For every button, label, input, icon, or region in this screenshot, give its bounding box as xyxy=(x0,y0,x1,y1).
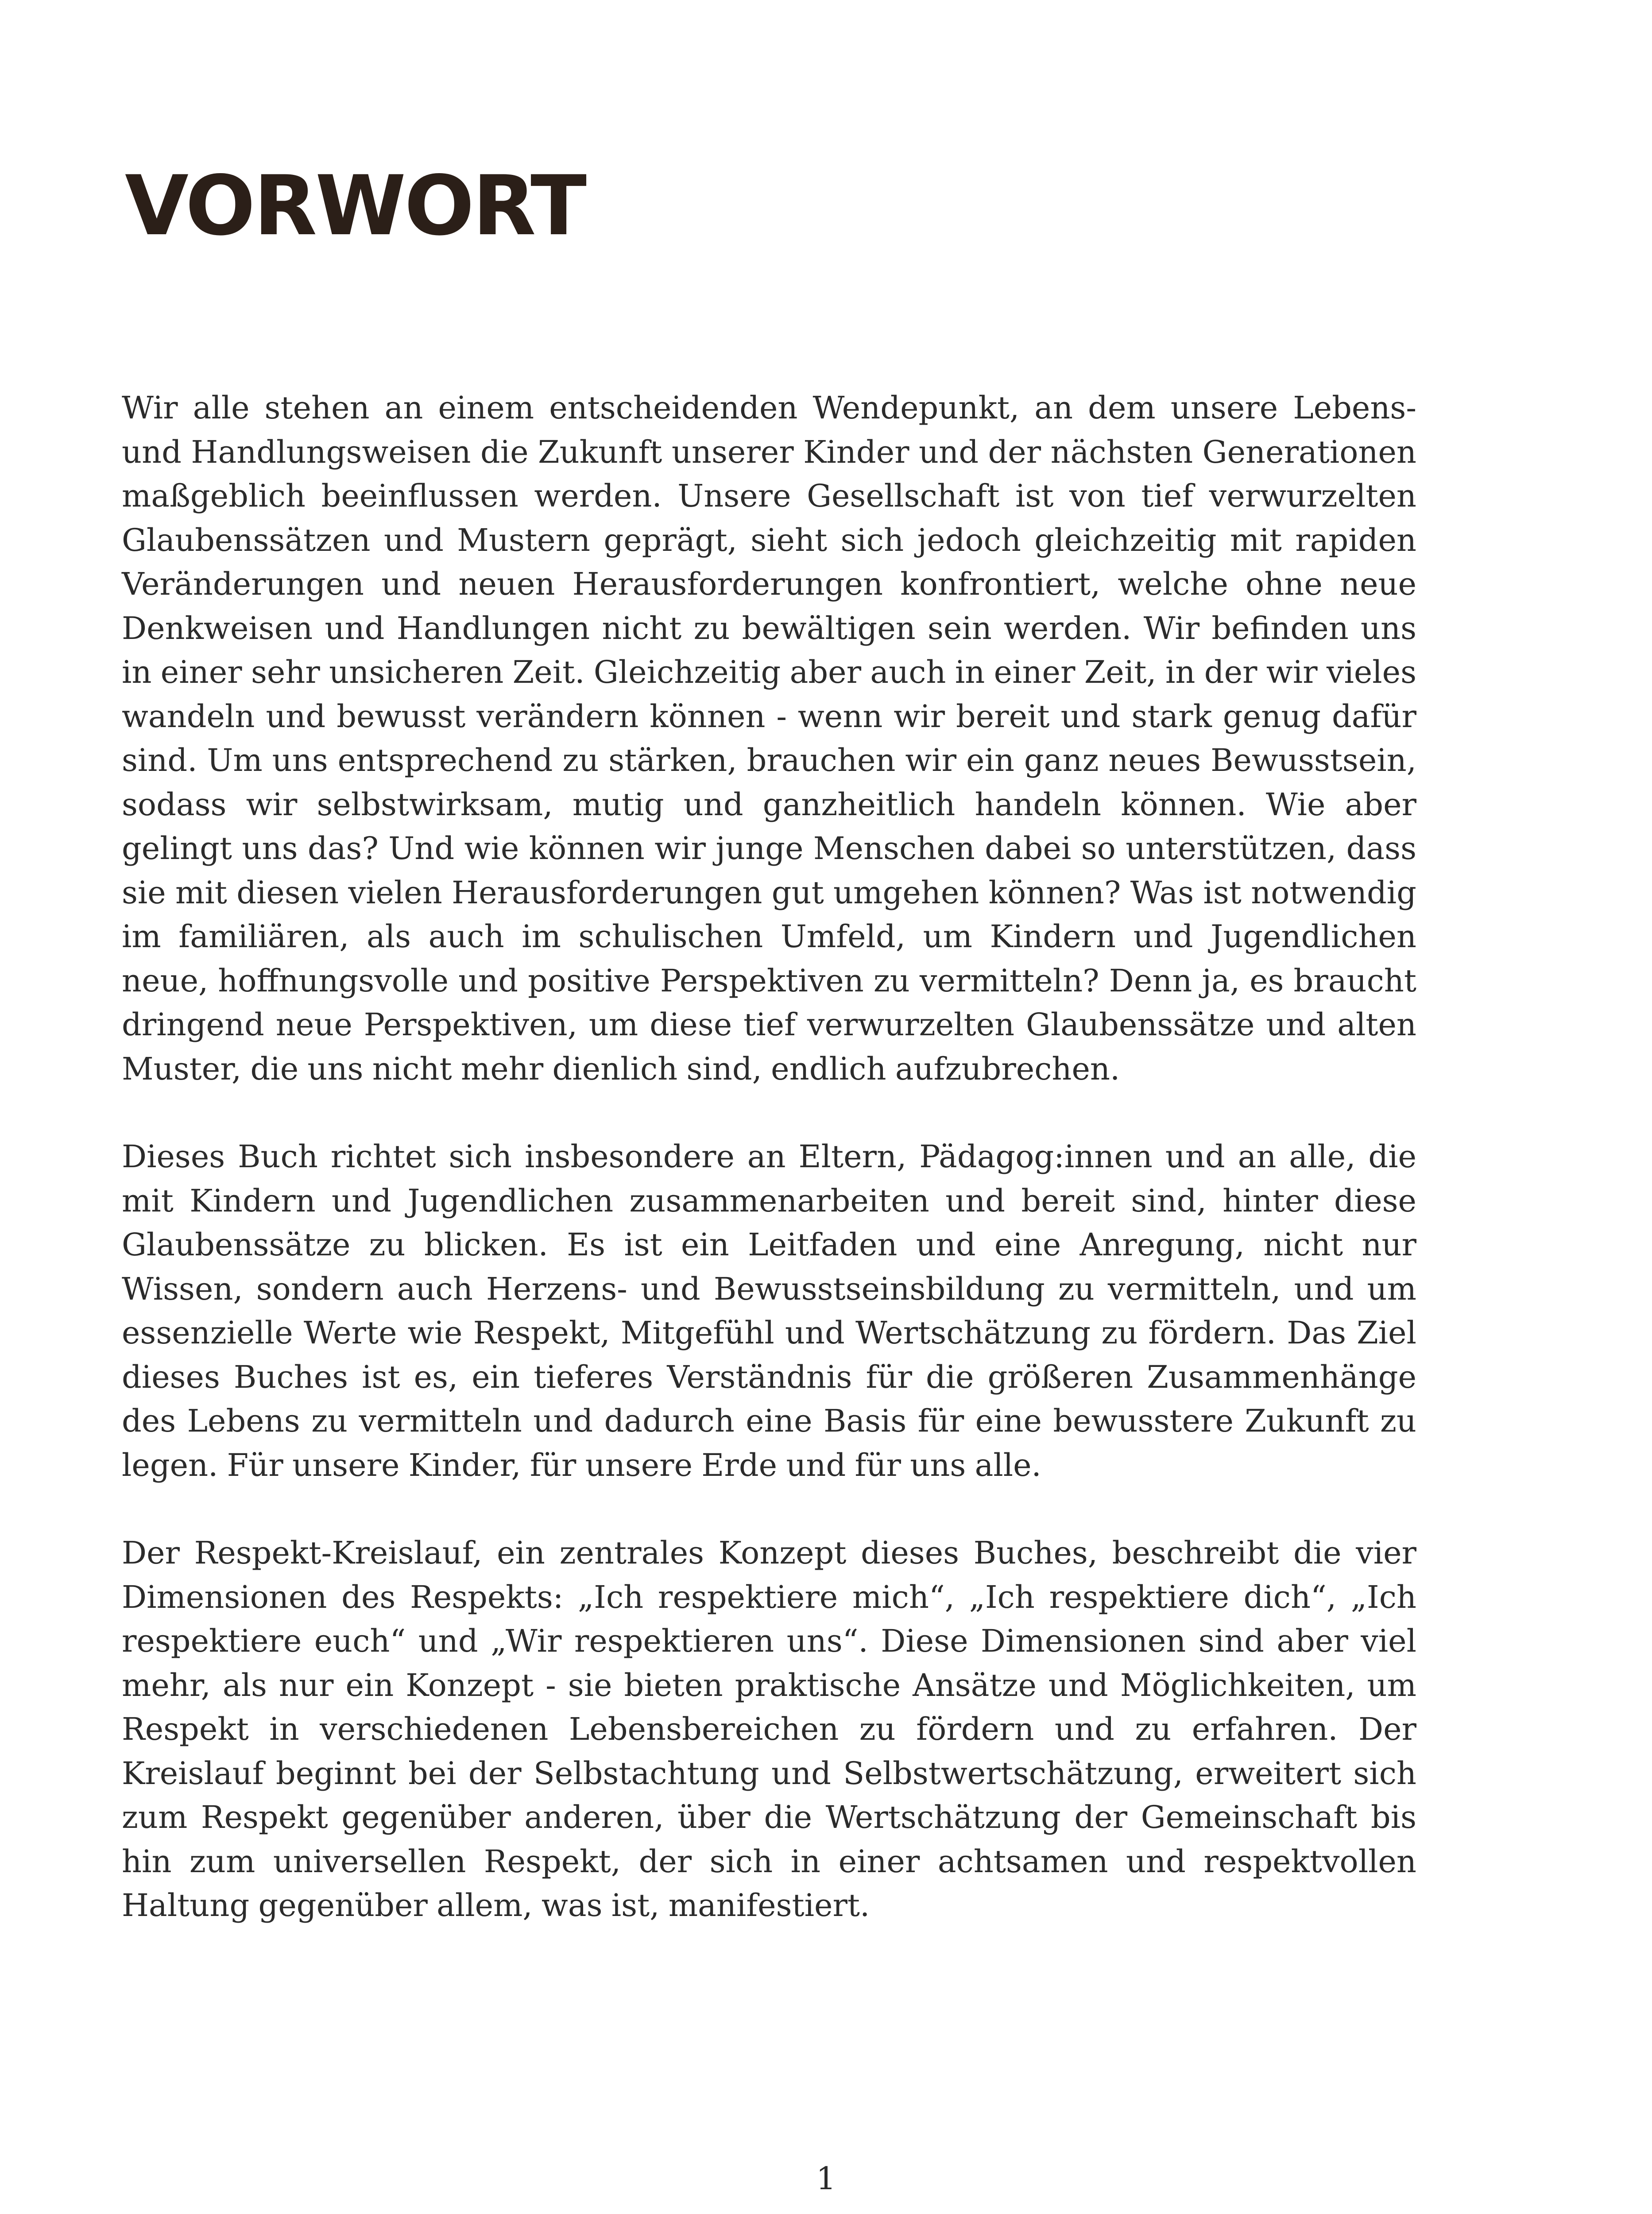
paragraph-3: Der Respekt-Kreislauf, ein zentrales Konzept dieses Buches, beschreibt die vier Dimensionen des Respekts: „Ich respektiere mich“, „Ich respektiere dich“, „Ich respektiere euch“ und „Wir respektieren uns“. Diese Dimensionen sind aber viel mehr, als nur ein Konzept - sie bieten praktische Ansätze und Möglichkeiten, um Respekt in verschiedenen Lebensbereichen zu fördern und zu erfahren. Der Kreislauf beginnt bei der Selbstachtung und Selbstwertschätzung, erweitert sich zum Respekt gegenüber anderen, über die Wertschätzung der Gemeinschaft bis hin zum universellen Respekt, der sich in einer achtsamen und respektvollen Haltung gegenüber allem, was ist, manifestiert. xyxy=(122,1535,1416,1924)
page-number: 1 xyxy=(816,2160,836,2197)
paragraph-2: Dieses Buch richtet sich insbesondere an Eltern, Pädagog:innen und an alle, die mit Kindern und Jugendlichen zusammenarbeiten und bereit sind, hinter diese Glaubenssätze zu blicken. Es ist ein Leitfaden und eine Anregung, nicht nur Wissen, sondern auch Herzens- und Bewusstseinsbildung zu vermitteln, und um essenzielle Werte wie Respekt, Mitgefühl und Wertschätzung zu fördern. Das Ziel dieses Buches ist es, ein tieferes Verständnis für die größeren Zusammenhänge des Lebens zu vermitteln und dadurch eine Basis für eine bewusstere Zukunft zu legen. Für unsere Kinder, für unsere Erde und für uns alle. xyxy=(122,1138,1416,1483)
body-text xyxy=(122,386,1416,1928)
page-title: VORWORT xyxy=(125,158,585,254)
paragraph-1: Wir alle stehen an einem entscheidenden Wendepunkt, an dem unsere Lebens- und Handlungsweisen die Zukunft unserer Kinder und der nächsten Generationen maßgeblich beeinflussen werden. Unsere Gesellschaft ist von tief verwurzelten Glaubenssätzen und Mustern geprägt, sieht sich jedoch gleichzeitig mit rapiden Veränderungen und neuen Herausforderungen konfrontiert, welche ohne neue Denkweisen und Handlungen nicht zu bewältigen sein werden. Wir befinden uns in einer sehr unsicheren Zeit. Gleichzeitig aber auch in einer Zeit, in der wir vieles wandeln und bewusst verändern können - wenn wir bereit und stark genug dafür sind. Um uns entsprechend zu stärken, brauchen wir ein ganz neues Bewusstsein, sodass wir selbstwirksam, mutig und ganzheitlich handeln können. Wie aber gelingt uns das? Und wie können wir junge Menschen dabei so unterstützen, dass sie mit diesen vielen Herausforderungen gut umgehen können? Was ist notwendig im familiären, als auch im schulischen Umfeld, um Kindern und Jugendlichen neue, hoffnungsvolle und positive Perspektiven zu vermitteln? Denn ja, es braucht dringend neue Perspektiven, um diese tief verwurzelten Glaubenssätze und alten Muster, die uns nicht mehr dienlich sind, endlich aufzubrechen. xyxy=(122,390,1416,1087)
